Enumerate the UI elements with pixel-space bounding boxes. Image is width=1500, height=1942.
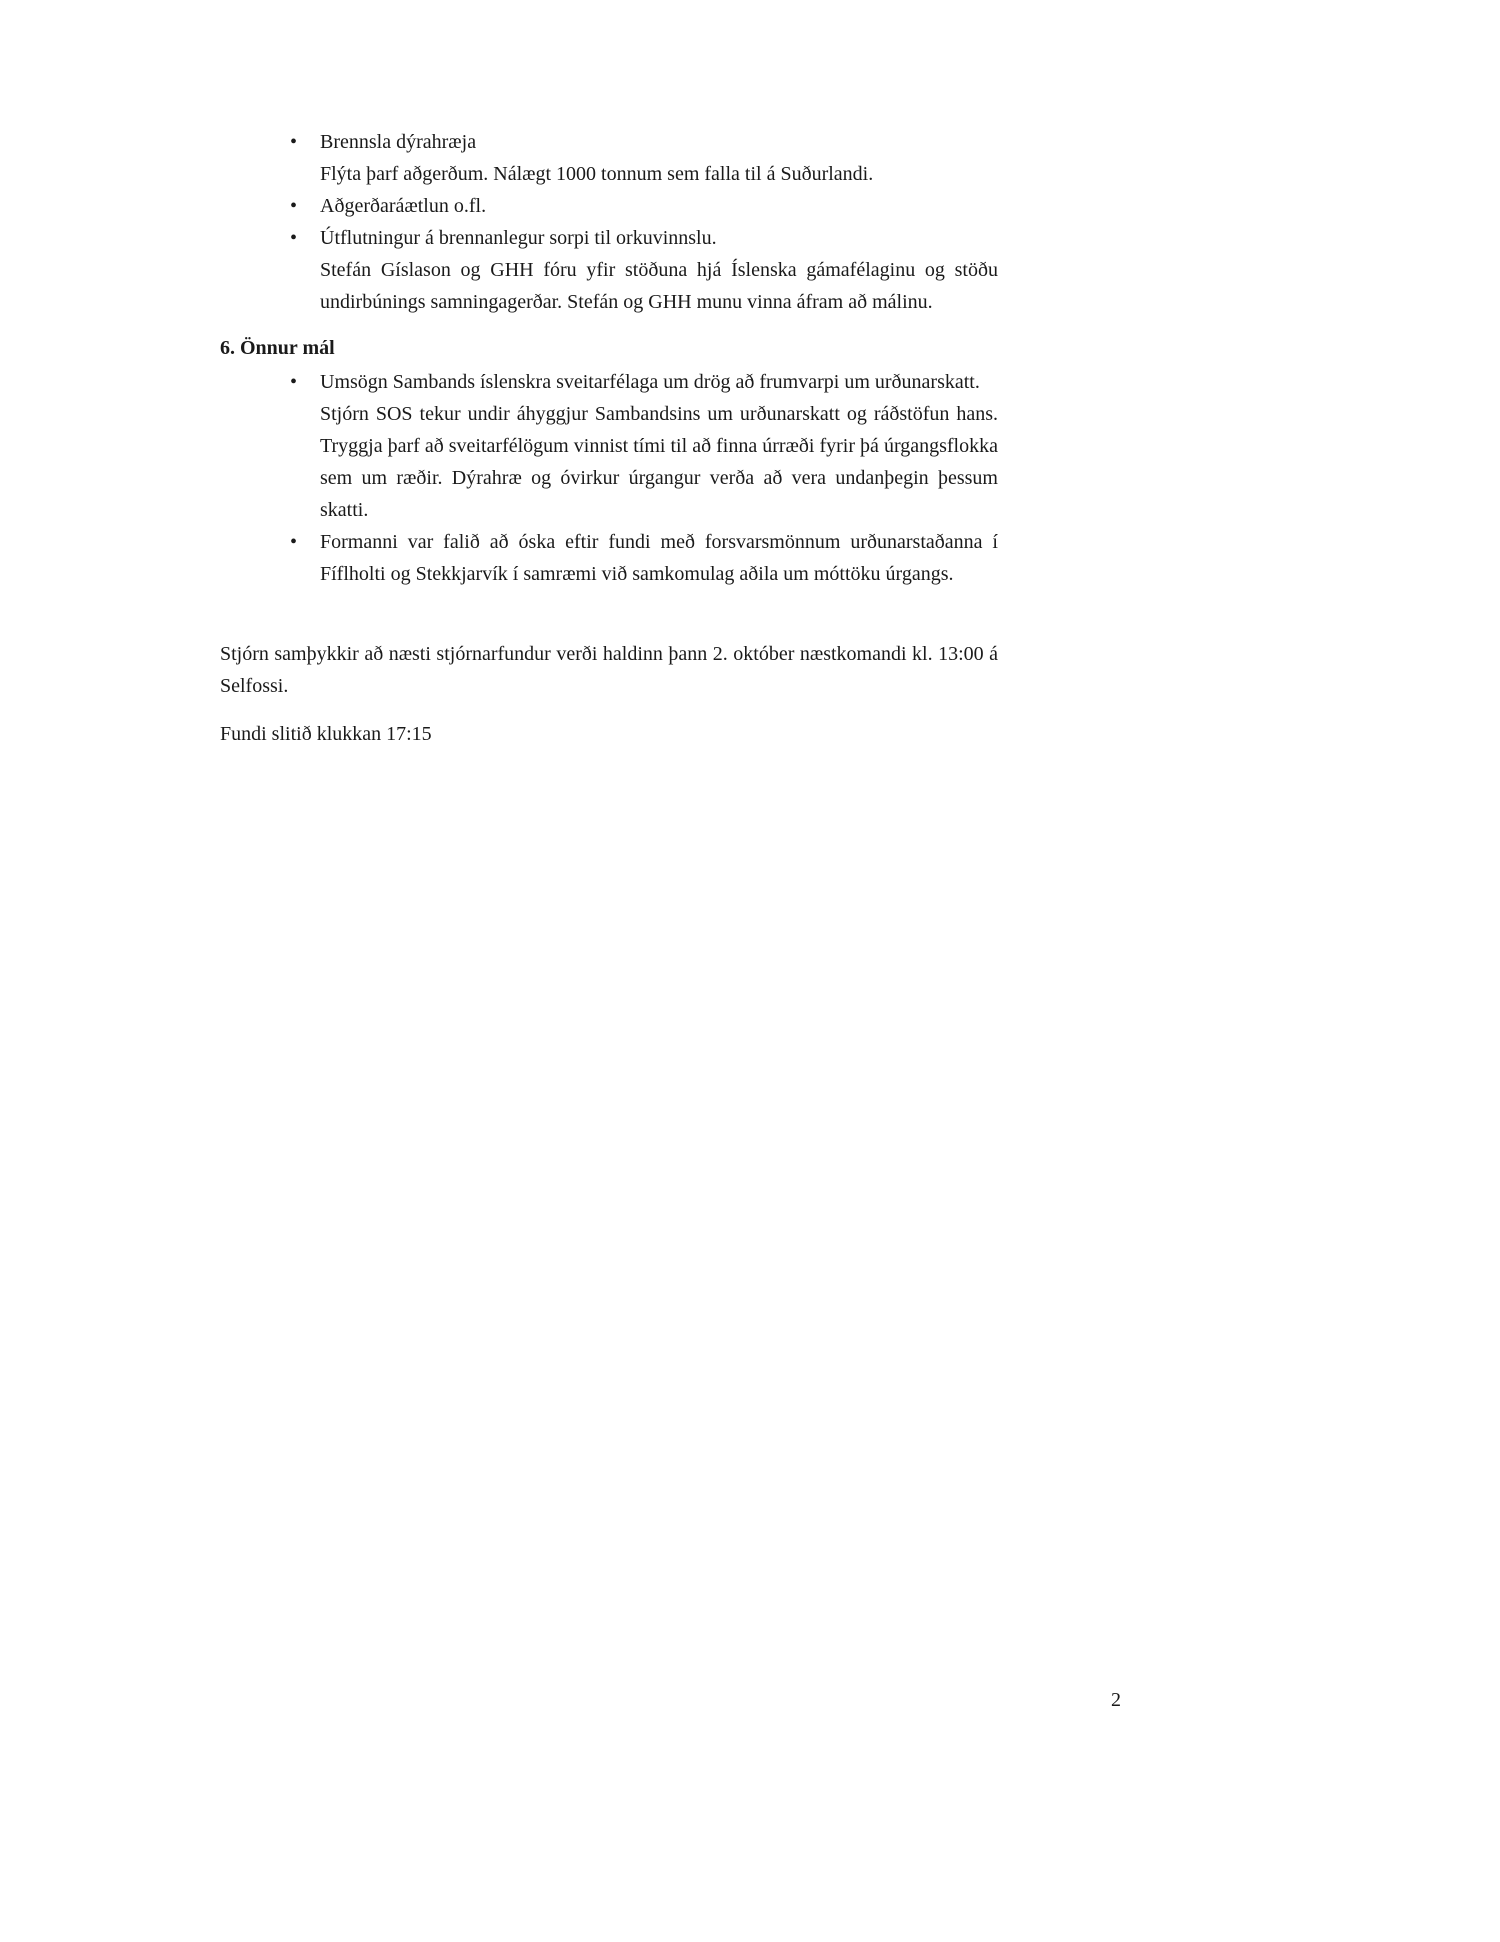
- bullet-body: Stefán Gíslason og GHH fóru yfir stöðuna hjá Íslenska gámafélaginu og stöðu undirbúnings samningagerðar. Stefán og GHH munu vinna áfram að málinu.: [320, 259, 998, 313]
- bullet-body: Stjórn SOS tekur undir áhyggjur Sambandsins um urðunarskatt og ráðstöfun hans. Tryggja þarf að sveitarfélögum vinnist tími til að finna úrræði fyrir þá úrgangsflokka sem um ræðir. Dýrahræ og óvirkur úrgangur verða að vera undanþegin þessum skatti.: [320, 403, 998, 521]
- bullet-icon: [290, 222, 310, 254]
- list-item: [220, 222, 998, 318]
- list-item: [220, 526, 998, 590]
- bullet-icon: [290, 526, 310, 558]
- page-number: 2: [1111, 1689, 1121, 1711]
- bullet-icon: [290, 126, 310, 158]
- list-item: [220, 366, 998, 526]
- bullet-lead: Útflutningur á brennanlegur sorpi til orkuvinnslu.: [320, 227, 717, 249]
- section-heading: 6. Önnur mál: [220, 337, 335, 359]
- document-content: [220, 126, 998, 750]
- bullet-lead: Brennsla dýrahræja: [320, 131, 477, 153]
- list-item: [220, 126, 998, 190]
- bullet-icon: [290, 366, 310, 398]
- list-item: [220, 190, 998, 222]
- intro-bullet-list: [220, 126, 998, 318]
- meeting-adjourned-paragraph: Fundi slitið klukkan 17:15: [220, 723, 432, 745]
- section6-bullet-list: [220, 366, 998, 590]
- bullet-body: Flýta þarf aðgerðum. Nálægt 1000 tonnum sem falla til á Suðurlandi.: [320, 163, 874, 185]
- bullet-lead: Umsögn Sambands íslenskra sveitarfélaga um drög að frumvarpi um urðunarskatt.: [320, 371, 980, 393]
- bullet-lead: Aðgerðaráætlun o.fl.: [320, 195, 487, 217]
- bullet-icon: [290, 190, 310, 222]
- bullet-lead: Formanni var falið að óska eftir fundi með forsvarsmönnum urðunarstaðanna í Fíflholti og Stekkjarvík í samræmi við samkomulag aðila um móttöku úrgangs.: [320, 531, 998, 585]
- next-meeting-paragraph: Stjórn samþykkir að næsti stjórnarfundur verði haldinn þann 2. október næstkomandi kl. 13:00 á Selfossi.: [220, 643, 998, 697]
